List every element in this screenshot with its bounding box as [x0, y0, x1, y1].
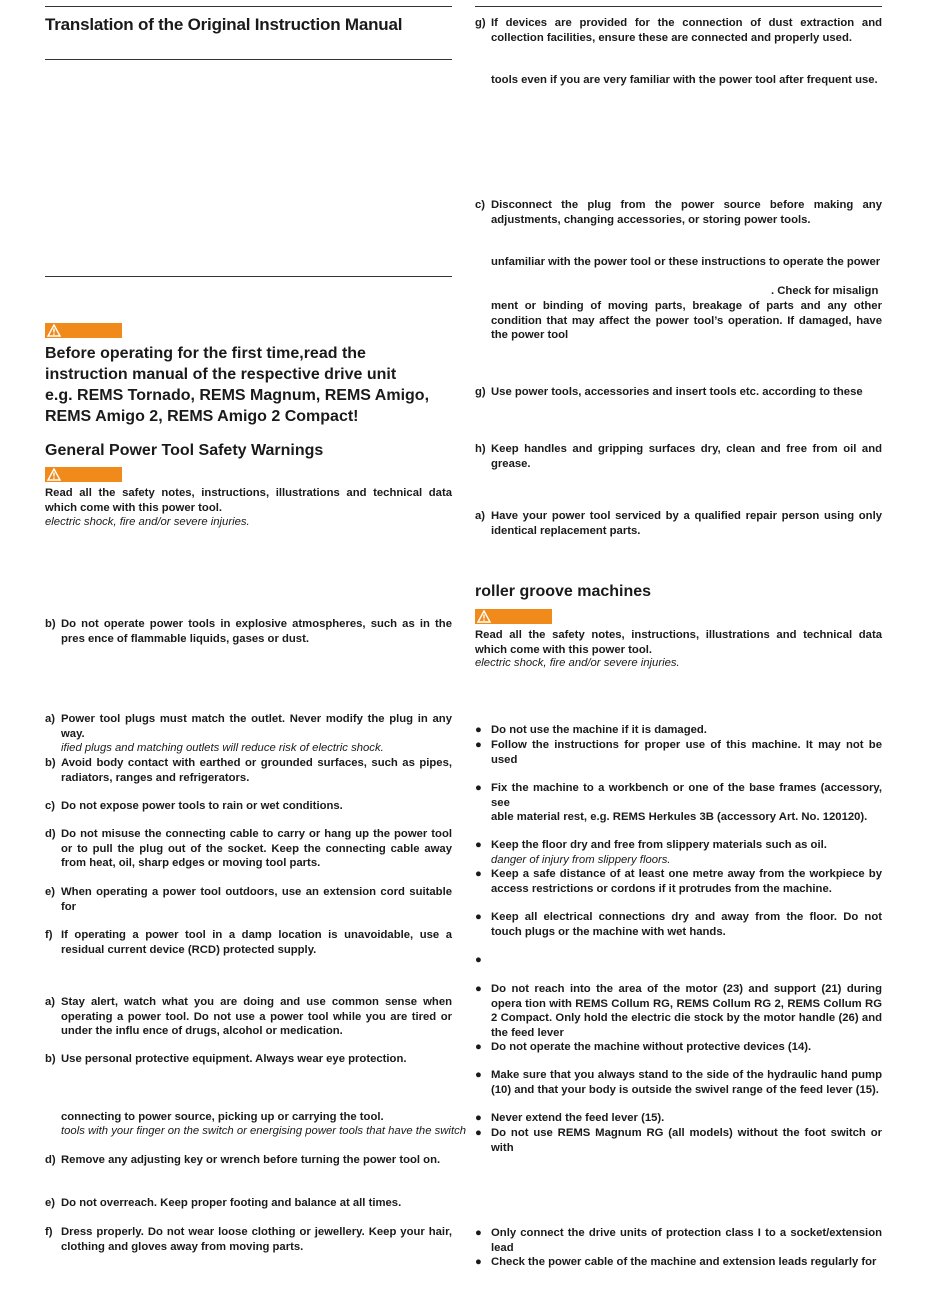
bullet-proper-use: ● Follow the instructions for proper use of this machine. It may not be used [475, 739, 882, 766]
left-item-dress: f) Dress properly. Do not wear loose clothing or jewellery. Keep your hair, clothing and gloves away from moving parts. [45, 1226, 452, 1253]
intro-line-1: Before operating for the first time,read the [45, 345, 366, 362]
bullet-workbench: ● Fix the machine to a workbench or one of the base frames (accessory, see [475, 782, 882, 809]
left-italic-switch: tools with your finger on the switch or energising power tools that have the switch [61, 1125, 467, 1137]
warning-label-1 [45, 323, 122, 338]
intro-line-4: REMS Amigo 2, REMS Amigo 2 Compact! [45, 408, 359, 425]
right-item-disconnect: c) Disconnect the plug from the power source before making any adjustments, changing accessories, or storing power tools. [475, 199, 882, 226]
warning-triangle-icon [47, 324, 61, 337]
bullet-protection-class: ● Only connect the drive units of protection class I to a socket/extension lead [475, 1227, 882, 1254]
general-safety-heading: General Power Tool Safety Warnings [45, 442, 324, 459]
right-cont-misalign: . Check for misalign [771, 285, 879, 297]
bullet-motor-area: ● Do not reach into the area of the motor (23) and support (21) during opera tion with REMS Collum RG, REMS Collum RG 2, REMS Collum RG 2 Compact. Only hold the electric die stock by the motor handle (26) and the feed lever [475, 983, 882, 1039]
read-all-italic-right: electric shock, fire and/or severe injuries. [475, 657, 680, 669]
roller-groove-heading: roller groove machines [475, 583, 652, 600]
right-item-use-tools: g) Use power tools, accessories and insert tools etc. according to these [475, 386, 863, 398]
left-item-overreach: e) Do not overreach. Keep proper footing and balance at all times. [45, 1197, 402, 1209]
bullet-electrical-dry: ● Keep all electrical connections dry and away from the floor. Do not touch plugs or the machine with wet hands. [475, 911, 882, 938]
left-italic-plugs: ified plugs and matching outlets will reduce risk of electric shock. [61, 742, 384, 754]
left-cont-connecting: connecting to power source, picking up or carrying the tool. [61, 1111, 384, 1123]
right-item-serviced: a) Have your power tool serviced by a qualified repair person using only identical replacement parts. [475, 510, 882, 537]
top-rule-right [475, 6, 882, 7]
right-item-handles: h) Keep handles and gripping surfaces dry, clean and free from oil and grease. [475, 443, 882, 470]
left-item-ppe: b) Use personal protective equipment. Always wear eye protection. [45, 1053, 407, 1065]
warning-label-2 [45, 467, 122, 482]
warning-label-3 [475, 609, 552, 624]
right-cont-binding: ment or binding of moving parts, breakage of parts and any other condition that may affect the power tool’s operation. If damaged, have the power tool [491, 300, 882, 341]
bullet-protective-devices: ● Do not operate the machine without protective devices (14). [475, 1041, 812, 1053]
read-all-notes-left: Read all the safety notes, instructions, illustrations and technical data which come with this power tool. [45, 487, 452, 514]
left-item-outdoors: e) When operating a power tool outdoors, use an extension cord suitable for [45, 886, 452, 913]
right-item-dust: g) If devices are provided for the connection of dust extraction and collection facilities, ensure these are connected and properly used. [475, 17, 882, 44]
right-cont-familiar: tools even if you are very familiar with the power tool after frequent use. [491, 74, 878, 86]
left-item-rcd: f) If operating a power tool in a damp location is unavoidable, use a residual current device (RCD) protected supply. [45, 929, 452, 956]
intro-line-3: e.g. REMS Tornado, REMS Magnum, REMS Amigo, [45, 387, 430, 404]
warning-triangle-icon [477, 610, 491, 623]
read-all-italic-left: electric shock, fire and/or severe injuries. [45, 516, 250, 528]
bullet-power-cable: ● Check the power cable of the machine and extension leads regularly for [475, 1256, 877, 1268]
left-item-cable: d) Do not misuse the connecting cable to carry or hang up the power tool or to pull the plug out of the socket. Keep the connecting cable away from heat, oil, sharp edges or moving tool parts. [45, 828, 452, 869]
left-item-adjusting-key: d) Remove any adjusting key or wrench before turning the power tool on. [45, 1154, 441, 1166]
right-cont-unfamiliar: unfamiliar with the power tool or these instructions to operate the power [491, 256, 881, 268]
blank-area-rule [45, 276, 452, 277]
left-item-body-contact: b) Avoid body contact with earthed or grounded surfaces, such as pipes, radiators, ranges and refrigerators. [45, 757, 452, 784]
left-item-stay-alert: a) Stay alert, watch what you are doing and use common sense when operating a power tool. Do not use a power tool while you are tired or under the influ ence of drugs, alcohol or medication. [45, 996, 452, 1037]
bullet-cont-herkules: able material rest, e.g. REMS Herkules 3B (accessory Art. No. 120120). [491, 811, 868, 823]
warning-triangle-icon [47, 468, 61, 481]
left-item-plugs: a) Power tool plugs must match the outlet. Never modify the plug in any way. [45, 713, 452, 740]
top-rule-left [45, 6, 452, 7]
bullet-foot-switch: ● Do not use REMS Magnum RG (all models) without the foot switch or with [475, 1127, 882, 1154]
bullet-floor: ● Keep the floor dry and free from slippery materials such as oil. [475, 839, 827, 851]
read-all-notes-right: Read all the safety notes, instructions, illustrations and technical data which come with this power tool. [475, 629, 882, 656]
bullet-hand-pump: ● Make sure that you always stand to the side of the hydraulic hand pump (10) and that your body is outside the swivel range of the feed lever (15). [475, 1069, 882, 1096]
left-item-explosive: b) Do not operate power tools in explosive atmospheres, such as in the pres ence of flammable liquids, gases or dust. [45, 618, 452, 645]
bullet-italic-floor: danger of injury from slippery floors. [491, 854, 671, 866]
manual-title: Translation of the Original Instruction Manual [45, 15, 403, 34]
title-rule [45, 59, 452, 60]
bullet-damaged: ● Do not use the machine if it is damaged. [475, 724, 707, 736]
bullet-feed-lever: ● Never extend the feed lever (15). [475, 1112, 665, 1124]
left-item-rain: c) Do not expose power tools to rain or wet conditions. [45, 800, 343, 812]
bullet-safe-distance: ● Keep a safe distance of at least one metre away from the workpiece by access restrictions or cordons if it protrudes from the machine. [475, 868, 882, 895]
intro-line-2: instruction manual of the respective drive unit [45, 366, 397, 383]
